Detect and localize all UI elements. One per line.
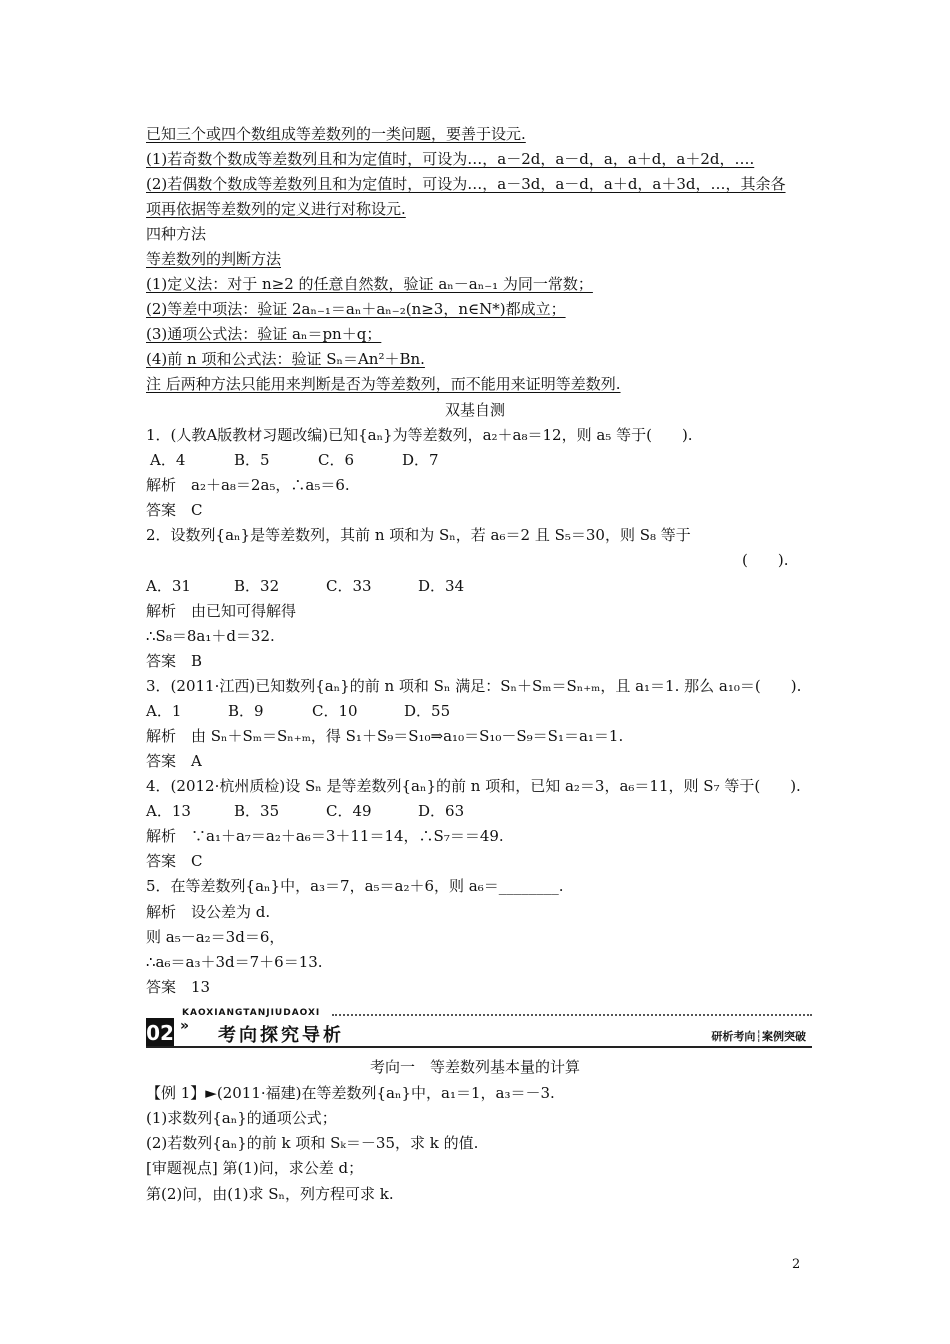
page-number: 2 <box>792 1257 801 1272</box>
analysis-2: 解析 由已知可得解得 <box>146 602 297 620</box>
text-line: 项再依据等差数列的定义进行对称设元. <box>146 200 406 218</box>
dotted-rule <box>332 1014 812 1016</box>
option: D．55 <box>404 702 451 720</box>
option: B．32 <box>234 577 280 595</box>
text-line: (2)若数列{aₙ}的前 k 项和 Sₖ＝－35，求 k 的值. <box>146 1134 479 1152</box>
text-line: (1)定义法：对于 n≥2 的任意自然数，验证 aₙ－aₙ₋₁ 为同一常数； <box>146 275 593 293</box>
analysis-4: 解析 ∵a₁＋a₇＝a₂＋a₆＝3＋11＝14，∴S₇＝＝49. <box>146 827 504 845</box>
analysis-5-cont: 则 a₅－a₂＝3d＝6， <box>146 928 285 946</box>
text-line: (1)求数列{aₙ}的通项公式； <box>146 1109 337 1127</box>
option: A．4 <box>150 451 186 469</box>
banner-subtitle: 研析考向┆案例突破 <box>711 1030 806 1043</box>
question-1: 1．(人教A版教材习题改编)已知{aₙ}为等差数列，a₂＋a₈＝12，则 a₅ 等于( ). <box>146 426 693 444</box>
options-4 <box>146 801 464 821</box>
option: C．33 <box>326 577 372 595</box>
analysis-5: 解析 设公差为 d. <box>146 903 271 921</box>
answer-5: 答案 13 <box>146 978 211 996</box>
analysis-5-cont: ∴a₆＝a₃＋3d＝7＋6＝13. <box>146 953 323 971</box>
option: B．9 <box>228 702 264 720</box>
option: A．31 <box>146 577 191 595</box>
question-2: 2．设数列{aₙ}是等差数列，其前 n 项和为 Sₙ，若 a₆＝2 且 S₅＝30，则 S₈ 等于 <box>146 526 691 544</box>
option: C．49 <box>326 802 372 820</box>
option: A．13 <box>146 802 191 820</box>
options-1 <box>146 450 439 470</box>
text-line: 已知三个或四个数组成等差数列的一类问题，要善于设元. <box>146 125 526 143</box>
section-title: 考向一 等差数列基本量的计算 <box>369 1058 580 1076</box>
banner-rule <box>146 1046 812 1048</box>
answer-1: 答案 C <box>146 501 203 519</box>
options-2 <box>146 576 464 596</box>
text-line: (2)若偶数个数成等差数列且和为定值时，可设为…，a－3d，a－d，a＋d，a＋3d，…，其余各 <box>146 175 786 193</box>
option: C．10 <box>312 702 358 720</box>
option: B．35 <box>234 802 280 820</box>
option: D．34 <box>418 577 465 595</box>
banner-title: 考向探究导析 <box>218 1025 344 1046</box>
analysis-3: 解析 由 Sₙ＋Sₘ＝Sₙ₊ₘ，得 S₁＋S₉＝S₁₀⇒a₁₀＝S₁₀－S₉＝S₁＝a₁＝1. <box>146 727 624 745</box>
section-title: 双基自测 <box>444 401 505 419</box>
note-line: 注 后两种方法只能用来判断是否为等差数列，而不能用来证明等差数列. <box>146 375 621 393</box>
question-5: 5．在等差数列{aₙ}中，a₃＝7，a₅＝a₂＋6，则 a₆＝________. <box>146 877 564 895</box>
text-line: 等差数列的判断方法 <box>146 250 282 268</box>
answer-2: 答案 B <box>146 652 203 670</box>
section-heading: 四种方法 <box>146 225 207 243</box>
option: D．7 <box>402 451 439 469</box>
answer-4: 答案 C <box>146 852 203 870</box>
option: C．6 <box>318 451 355 469</box>
option: B．5 <box>234 451 270 469</box>
example-heading: 【例 1】►(2011·福建)在等差数列{aₙ}中，a₁＝1，a₃＝－3. <box>146 1084 555 1102</box>
analysis-2-cont: ∴S₈＝8a₁＋d＝32. <box>146 627 275 645</box>
text-line: (4)前 n 项和公式法：验证 Sₙ＝An²＋Bn. <box>146 350 425 368</box>
chevron-icon: » <box>180 1018 190 1034</box>
text-line: [审题视点] 第(1)问，求公差 d； <box>146 1159 364 1177</box>
section-number: 02 <box>146 1018 174 1048</box>
text-line: (2)等差中项法：验证 2aₙ₋₁＝aₙ＋aₙ₋₂(n≥3，n∈N*)都成立； <box>146 300 566 318</box>
answer-paren: ( ). <box>742 551 789 569</box>
options-3 <box>146 701 450 721</box>
text-line: (1)若奇数个数成等差数列且和为定值时，可设为…，a－2d，a－d，a，a＋d，a＋2d，…. <box>146 150 755 168</box>
option: D．63 <box>418 802 465 820</box>
text-line: 第(2)问，由(1)求 Sₙ，列方程可求 k. <box>146 1185 394 1203</box>
answer-3: 答案 A <box>146 752 202 770</box>
option: A．1 <box>146 702 182 720</box>
analysis-1: 解析 a₂＋a₈＝2a₅，∴a₅＝6. <box>146 476 350 494</box>
section-banner <box>146 1008 812 1048</box>
banner-pinyin: KAOXIANGTANJIUDAOXI <box>182 1008 321 1018</box>
question-3: 3．(2011·江西)已知数列{aₙ}的前 n 项和 Sₙ 满足：Sₙ＋Sₘ＝Sₙ₊ₘ，且 a₁＝1. 那么 a₁₀＝( ). <box>146 677 802 695</box>
question-4: 4．(2012·杭州质检)设 Sₙ 是等差数列{aₙ}的前 n 项和，已知 a₂＝3，a₆＝11，则 S₇ 等于( ). <box>146 777 801 795</box>
text-line: (3)通项公式法：验证 aₙ＝pn＋q； <box>146 325 382 343</box>
